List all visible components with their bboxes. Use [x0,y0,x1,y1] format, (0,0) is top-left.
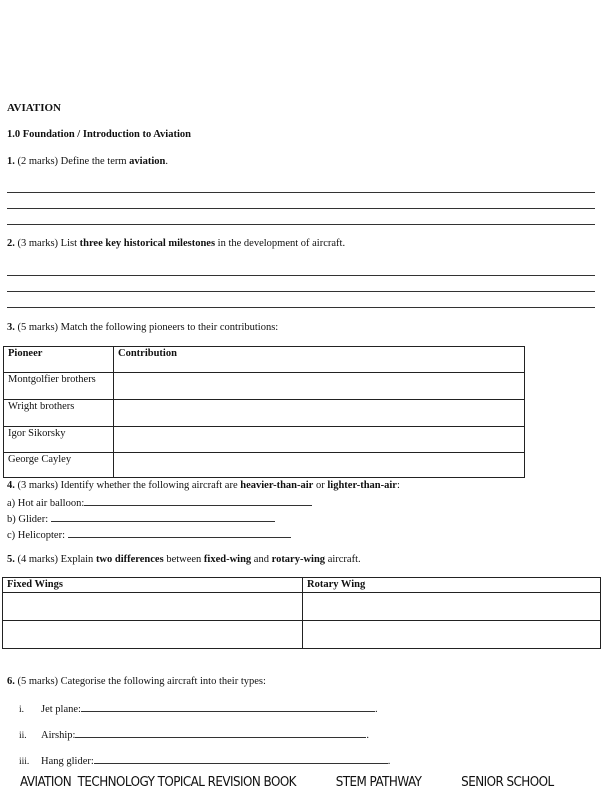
item-label: Airship: [41,730,76,741]
question-text: between [163,554,204,565]
question-2 [7,237,345,250]
q6-item-jet-plane: i. Jet plane: . [7,701,378,717]
question-number: 6. [7,676,15,687]
item-label: Jet plane: [41,704,81,715]
answer-line-q1-2[interactable] [7,208,595,209]
answer-line-q2-1[interactable] [7,275,595,276]
question-number: 5. [7,554,15,565]
rotary-wing-cell[interactable] [303,621,601,649]
table-header-fixed-wings: Fixed Wings [3,578,303,593]
question-number: 1. [7,156,15,167]
section-heading: 1.0 Foundation / Introduction to Aviation [7,129,191,140]
item-label: Hang glider: [41,756,94,767]
question-text: (4 marks) Explain [14,554,96,565]
question-keyword: two differences [95,554,164,565]
table-row [4,400,525,427]
answer-line-q2-2[interactable] [7,291,595,292]
question-number: 3. [7,322,15,333]
question-6 [7,675,266,688]
footer-book-title: AVIATION TECHNOLOGY TOPICAL REVISION BOOK [20,775,296,790]
answer-blank[interactable] [84,495,312,506]
q4-item-helicopter [7,527,291,542]
pioneer-cell: Igor Sikorsky [4,427,114,453]
list-numeral: iii. [19,757,30,767]
question-text-end: : [396,480,400,491]
question-text: and [251,554,272,565]
list-numeral: ii. [19,731,27,741]
list-numeral: i. [19,705,25,715]
question-text: (3 marks) Identify whether the following aircraft are [14,480,241,491]
wing-comparison-table [2,577,601,649]
page-footer [20,775,554,790]
table-header-pioneer: Pioneer [4,347,114,373]
item-label: b) Glider: [7,514,51,525]
answer-blank[interactable] [94,753,388,764]
question-number: 4. [7,480,15,491]
footer-school: SENIOR SCHOOL [461,775,554,790]
question-text: (2 marks) Define the term [14,156,130,167]
answer-blank[interactable] [81,701,375,712]
question-number: 2. [7,238,15,249]
answer-blank[interactable] [68,527,291,538]
contribution-cell[interactable] [114,400,525,427]
answer-line-q1-3[interactable] [7,224,595,225]
contribution-cell[interactable] [114,427,525,453]
table-row [4,373,525,400]
question-keyword: lighter-than-air [327,480,397,491]
question-text: (5 marks) Match the following pioneers to their contributions: [14,322,279,333]
pioneer-cell: George Cayley [4,453,114,478]
pioneer-cell: Wright brothers [4,400,114,427]
question-4 [7,479,400,492]
question-text-end: . [165,156,168,167]
q6-item-airship: ii. Airship: . [7,727,369,743]
question-keyword: heavier-than-air [240,480,314,491]
answer-line-q2-3[interactable] [7,307,595,308]
table-header-rotary-wing: Rotary Wing [303,578,601,593]
table-row [4,427,525,453]
question-keyword: rotary-wing [271,554,326,565]
fixed-wing-cell[interactable] [3,593,303,621]
question-3 [7,321,278,334]
item-label: c) Helicopter: [7,530,68,541]
table-row [4,453,525,478]
question-keyword: three key historical milestones [79,238,216,249]
question-text: (5 marks) Categorise the following aircraft into their types: [14,676,266,687]
pioneer-cell: Montgolfier brothers [4,373,114,400]
question-keyword: aviation [129,156,166,167]
contribution-cell[interactable] [114,453,525,478]
table-row [3,593,601,621]
rotary-wing-cell[interactable] [303,593,601,621]
contribution-cell[interactable] [114,373,525,400]
question-text-end: in the development of aircraft. [215,238,346,249]
footer-pathway: STEM PATHWAY [335,775,422,790]
question-text-end: aircraft. [325,554,361,565]
document-title: AVIATION [7,102,61,114]
item-label: a) Hot air balloon: [7,498,85,509]
answer-line-q1-1[interactable] [7,192,595,193]
table-row [3,621,601,649]
question-5 [7,553,361,566]
pioneers-table [3,346,525,478]
q4-item-hot-air-balloon [7,495,312,510]
question-text: or [313,480,328,491]
answer-blank[interactable] [51,511,275,522]
fixed-wing-cell[interactable] [3,621,303,649]
table-header-contribution: Contribution [114,347,525,373]
question-text: (3 marks) List [14,238,80,249]
q4-item-glider [7,511,275,526]
q6-item-hang-glider: iii. Hang glider: . [7,753,390,769]
answer-blank[interactable] [75,727,366,738]
question-keyword: fixed-wing [203,554,252,565]
question-1 [7,155,168,168]
